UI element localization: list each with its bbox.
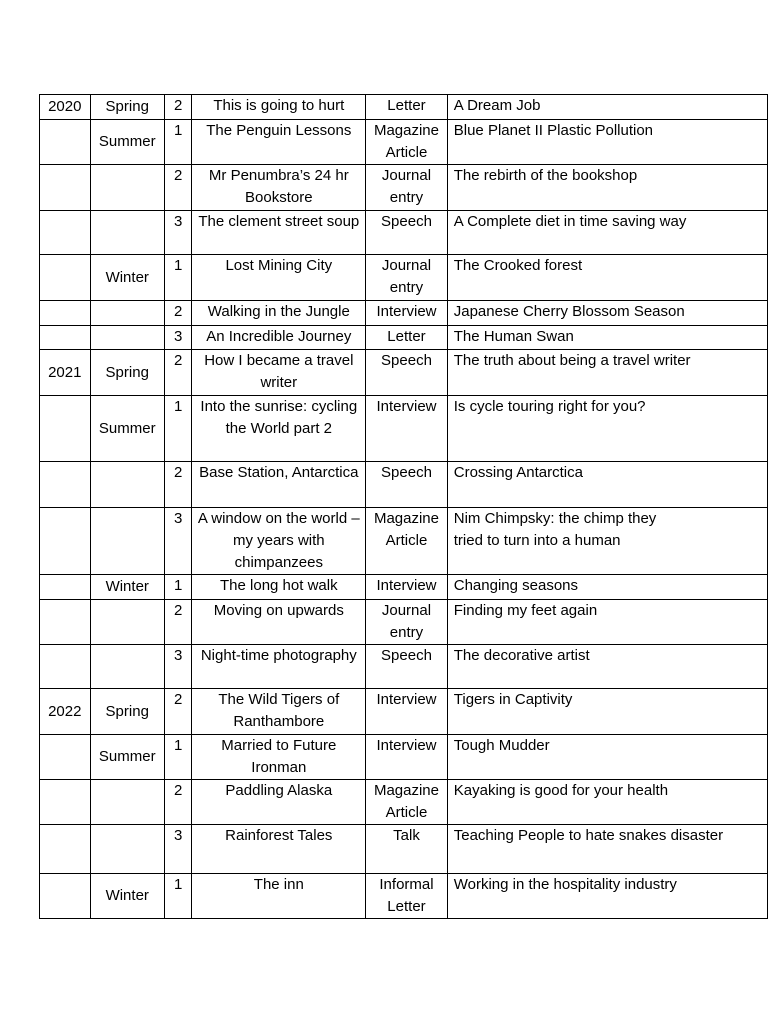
table-row xyxy=(40,874,768,919)
writing-topic-cell: The Crooked forest xyxy=(447,255,767,301)
unit-number-cell: 3 xyxy=(164,211,191,255)
text-title-cell: Paddling Alaska xyxy=(192,780,366,825)
season-cell xyxy=(90,600,164,645)
season-cell xyxy=(90,780,164,825)
season-cell xyxy=(90,326,164,350)
writing-topic-cell: Japanese Cherry Blossom Season xyxy=(447,301,767,326)
text-type-cell: Interview xyxy=(366,396,448,462)
text-title-cell: How I became a travel writer xyxy=(192,350,366,396)
text-type-cell: Interview xyxy=(366,301,448,326)
writing-topic-cell: Working in the hospitality industry xyxy=(447,874,767,919)
year-cell: 2020 xyxy=(40,95,91,120)
text-title-cell: Lost Mining City xyxy=(192,255,366,301)
writing-topic-cell: Tough Mudder xyxy=(447,735,767,780)
text-type-cell: Journal entry xyxy=(366,165,448,211)
table-row xyxy=(40,326,768,350)
season-cell: Summer xyxy=(90,120,164,165)
text-title-cell: Mr Penumbra’s 24 hr Bookstore xyxy=(192,165,366,211)
year-cell xyxy=(40,575,91,600)
writing-topic-cell: Changing seasons xyxy=(447,575,767,600)
text-type-cell: Speech xyxy=(366,350,448,396)
unit-number-cell: 2 xyxy=(164,600,191,645)
unit-number-cell: 1 xyxy=(164,735,191,780)
text-title-cell: This is going to hurt xyxy=(192,95,366,120)
text-type-cell: Magazine Article xyxy=(366,780,448,825)
unit-number-cell: 1 xyxy=(164,874,191,919)
year-cell xyxy=(40,255,91,301)
unit-number-cell: 2 xyxy=(164,350,191,396)
unit-number-cell: 2 xyxy=(164,780,191,825)
season-cell: Winter xyxy=(90,575,164,600)
text-type-cell: Interview xyxy=(366,689,448,735)
season-cell xyxy=(90,825,164,874)
writing-topic-cell: The decorative artist xyxy=(447,645,767,689)
text-type-cell: Interview xyxy=(366,735,448,780)
text-type-cell: Letter xyxy=(366,95,448,120)
text-type-cell: Speech xyxy=(366,645,448,689)
text-type-cell: Informal Letter xyxy=(366,874,448,919)
unit-number-cell: 3 xyxy=(164,645,191,689)
season-cell: Summer xyxy=(90,735,164,780)
season-cell xyxy=(90,645,164,689)
writing-topic-cell: A Complete diet in time saving way xyxy=(447,211,767,255)
table-row xyxy=(40,462,768,508)
text-type-cell: Journal entry xyxy=(366,600,448,645)
text-type-cell: Talk xyxy=(366,825,448,874)
text-type-cell: Interview xyxy=(366,575,448,600)
table-row xyxy=(40,396,768,462)
unit-number-cell: 3 xyxy=(164,508,191,575)
text-type-cell: Letter xyxy=(366,326,448,350)
schedule-body xyxy=(40,95,768,919)
table-row xyxy=(40,165,768,211)
table-row xyxy=(40,780,768,825)
table-row xyxy=(40,689,768,735)
season-cell: Spring xyxy=(90,350,164,396)
year-cell xyxy=(40,165,91,211)
year-cell: 2022 xyxy=(40,689,91,735)
table-row xyxy=(40,95,768,120)
season-cell xyxy=(90,211,164,255)
table-row xyxy=(40,120,768,165)
year-cell xyxy=(40,301,91,326)
writing-topic-cell: A Dream Job xyxy=(447,95,767,120)
table-row xyxy=(40,301,768,326)
season-cell: Summer xyxy=(90,396,164,462)
writing-topic-cell: Crossing Antarctica xyxy=(447,462,767,508)
unit-number-cell: 1 xyxy=(164,120,191,165)
season-cell xyxy=(90,508,164,575)
text-title-cell: Married to Future Ironman xyxy=(192,735,366,780)
writing-topic-cell: Finding my feet again xyxy=(447,600,767,645)
text-title-cell: Rainforest Tales xyxy=(192,825,366,874)
writing-topic-cell: Kayaking is good for your health xyxy=(447,780,767,825)
table-row xyxy=(40,735,768,780)
unit-number-cell: 2 xyxy=(164,165,191,211)
table-row xyxy=(40,600,768,645)
unit-number-cell: 2 xyxy=(164,95,191,120)
writing-topic-cell: Tigers in Captivity xyxy=(447,689,767,735)
text-title-cell: Into the sunrise: cycling the World part 2 xyxy=(192,396,366,462)
year-cell xyxy=(40,211,91,255)
reading-schedule-table xyxy=(39,94,768,919)
unit-number-cell: 3 xyxy=(164,326,191,350)
text-title-cell: A window on the world – my years with chimpanzees xyxy=(192,508,366,575)
year-cell xyxy=(40,396,91,462)
season-cell xyxy=(90,301,164,326)
season-cell xyxy=(90,165,164,211)
season-cell: Spring xyxy=(90,689,164,735)
writing-topic-cell: Teaching People to hate snakes disaster xyxy=(447,825,767,874)
writing-topic-cell: Blue Planet II Plastic Pollution xyxy=(447,120,767,165)
year-cell xyxy=(40,874,91,919)
table-row xyxy=(40,211,768,255)
year-cell xyxy=(40,120,91,165)
unit-number-cell: 2 xyxy=(164,462,191,508)
year-cell xyxy=(40,735,91,780)
table-row xyxy=(40,825,768,874)
season-cell: Spring xyxy=(90,95,164,120)
table-row xyxy=(40,350,768,396)
table-row xyxy=(40,508,768,575)
year-cell xyxy=(40,600,91,645)
text-title-cell: An Incredible Journey xyxy=(192,326,366,350)
year-cell xyxy=(40,780,91,825)
unit-number-cell: 2 xyxy=(164,689,191,735)
writing-topic-cell: The rebirth of the bookshop xyxy=(447,165,767,211)
text-type-cell: Speech xyxy=(366,211,448,255)
text-title-cell: Moving on upwards xyxy=(192,600,366,645)
unit-number-cell: 3 xyxy=(164,825,191,874)
year-cell xyxy=(40,326,91,350)
writing-topic-cell: Is cycle touring right for you? xyxy=(447,396,767,462)
text-title-cell: The inn xyxy=(192,874,366,919)
writing-topic-cell: The truth about being a travel writer xyxy=(447,350,767,396)
writing-topic-cell: Nim Chimpsky: the chimp they tried to turn into a human xyxy=(447,508,767,575)
unit-number-cell: 1 xyxy=(164,396,191,462)
text-type-cell: Journal entry xyxy=(366,255,448,301)
text-type-cell: Magazine Article xyxy=(366,508,448,575)
year-cell xyxy=(40,462,91,508)
text-title-cell: Night-time photography xyxy=(192,645,366,689)
year-cell xyxy=(40,508,91,575)
season-cell xyxy=(90,462,164,508)
year-cell: 2021 xyxy=(40,350,91,396)
writing-topic-cell: The Human Swan xyxy=(447,326,767,350)
table-row xyxy=(40,255,768,301)
text-type-cell: Magazine Article xyxy=(366,120,448,165)
year-cell xyxy=(40,825,91,874)
unit-number-cell: 1 xyxy=(164,255,191,301)
season-cell: Winter xyxy=(90,874,164,919)
text-title-cell: Base Station, Antarctica xyxy=(192,462,366,508)
text-title-cell: The Wild Tigers of Ranthambore xyxy=(192,689,366,735)
text-type-cell: Speech xyxy=(366,462,448,508)
table-row xyxy=(40,575,768,600)
text-title-cell: The long hot walk xyxy=(192,575,366,600)
year-cell xyxy=(40,645,91,689)
season-cell: Winter xyxy=(90,255,164,301)
table-row xyxy=(40,645,768,689)
unit-number-cell: 1 xyxy=(164,575,191,600)
text-title-cell: The Penguin Lessons xyxy=(192,120,366,165)
text-title-cell: The clement street soup xyxy=(192,211,366,255)
text-title-cell: Walking in the Jungle xyxy=(192,301,366,326)
unit-number-cell: 2 xyxy=(164,301,191,326)
